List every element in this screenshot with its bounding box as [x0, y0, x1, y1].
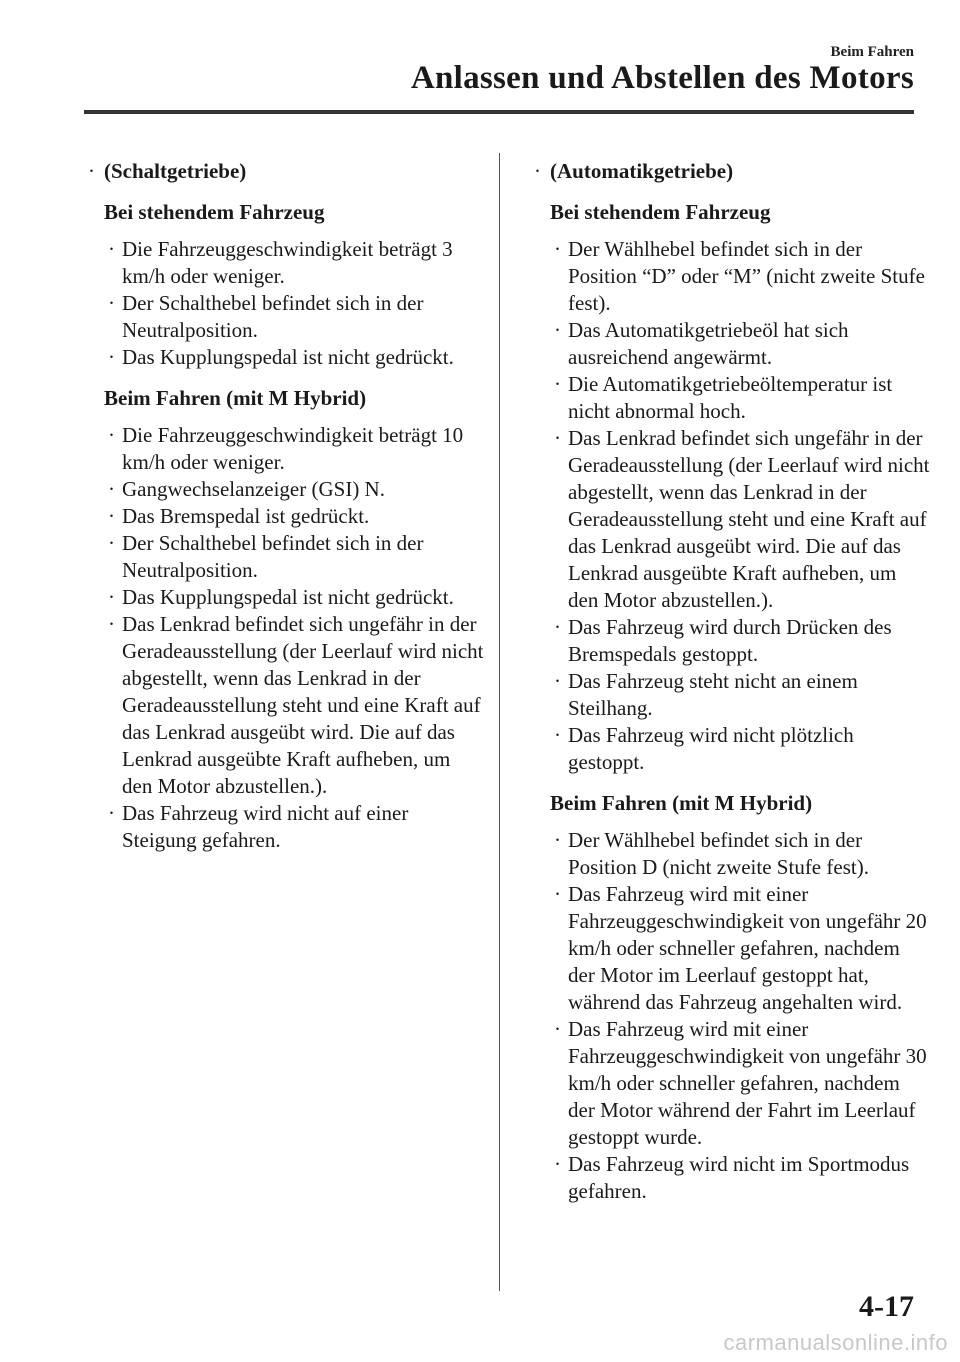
- section-label: Beim Fahren: [830, 44, 914, 60]
- bullet-icon: ·: [108, 612, 115, 636]
- subheading: Bei stehendem Fahrzeug: [104, 200, 325, 224]
- list-item: [84, 422, 484, 476]
- list-item-text: Die Automatikgetriebeöltemperatur ist nicht abnormal hoch.: [568, 372, 893, 423]
- condition-list: [530, 236, 930, 776]
- left-groups: [84, 199, 484, 854]
- condition-list: [84, 236, 484, 371]
- left-column: [84, 158, 484, 866]
- list-item: [530, 236, 930, 317]
- list-item-text: Der Wählhebel befindet sich in der Position D (nicht zweite Stufe fest).: [568, 828, 869, 879]
- right-heading: [530, 158, 930, 185]
- list-item: [530, 614, 930, 668]
- list-item: [530, 668, 930, 722]
- bullet-icon: ·: [108, 237, 115, 261]
- list-item-text: Das Fahrzeug steht nicht an einem Steilhang.: [568, 669, 858, 720]
- left-heading-text: (Schaltgetriebe): [104, 159, 247, 183]
- list-item-text: Das Fahrzeug wird durch Drücken des Bremspedals gestoppt.: [568, 615, 892, 666]
- right-heading-text: (Automatikgetriebe): [550, 159, 734, 183]
- bullet-icon: ·: [554, 669, 561, 693]
- list-item-text: Der Wählhebel befindet sich in der Position “D” oder “M” (nicht zweite Stufe fest).: [568, 237, 925, 315]
- list-item: [84, 530, 484, 584]
- list-item: [84, 584, 484, 611]
- list-item: [84, 476, 484, 503]
- bullet-icon: ·: [554, 318, 561, 342]
- bullet-icon: ·: [108, 477, 115, 501]
- bullet-icon: ·: [554, 237, 561, 261]
- left-heading: [84, 158, 484, 185]
- list-item-text: Das Lenkrad befindet sich ungefähr in der Geradeausstellung (der Leerlauf wird nicht abgestellt, wenn das Lenkrad in der Geradeausstellung steht und eine Kraft auf das Lenkrad ausgeübt wird. Die auf das Lenkrad ausgeübte Kraft aufheben, um den Motor abzustellen.).: [122, 612, 484, 798]
- list-item: [84, 290, 484, 344]
- list-item-text: Das Fahrzeug wird mit einer Fahrzeuggeschwindigkeit von ungefähr 30 km/h oder schneller gefahren, nachdem der Motor während der Fahrt im Leerlauf gestoppt wurde.: [568, 1017, 927, 1149]
- list-item-text: Das Fahrzeug wird mit einer Fahrzeuggeschwindigkeit von ungefähr 20 km/h oder schneller gefahren, nachdem der Motor im Leerlauf gestoppt hat, während das Fahrzeug angehalten wird.: [568, 882, 927, 1014]
- list-item: [530, 881, 930, 1016]
- page-title: Anlassen und Abstellen des Motors: [410, 60, 914, 96]
- bullet-icon: ·: [108, 504, 115, 528]
- bullet-icon: ·: [534, 159, 541, 183]
- list-item-text: Der Schalthebel befindet sich in der Neutralposition.: [122, 291, 424, 342]
- bullet-icon: ·: [554, 426, 561, 450]
- list-item-text: Das Fahrzeug wird nicht im Sportmodus gefahren.: [568, 1152, 910, 1203]
- list-item: [84, 800, 484, 854]
- list-item: [530, 1016, 930, 1151]
- list-item: [84, 611, 484, 800]
- bullet-icon: ·: [554, 615, 561, 639]
- bullet-icon: ·: [108, 423, 115, 447]
- condition-list: [530, 827, 930, 1205]
- bullet-icon: ·: [108, 585, 115, 609]
- list-item: [530, 425, 930, 614]
- list-item: [530, 722, 930, 776]
- list-item-text: Das Kupplungspedal ist nicht gedrückt.: [122, 345, 454, 369]
- subheading: Beim Fahren (mit M Hybrid): [550, 791, 813, 815]
- list-item-text: Das Automatikgetriebeöl hat sich ausreichend angewärmt.: [568, 318, 849, 369]
- list-item-text: Die Fahrzeuggeschwindigkeit beträgt 10 km/h oder weniger.: [122, 423, 464, 474]
- list-item: [530, 371, 930, 425]
- right-groups: [530, 199, 930, 1205]
- list-item-text: Das Kupplungspedal ist nicht gedrückt.: [122, 585, 454, 609]
- list-item-text: Das Bremspedal ist gedrückt.: [122, 504, 370, 528]
- header-rule: [84, 110, 914, 114]
- page-number: 4-17: [859, 1290, 914, 1323]
- list-item-text: Gangwechselanzeiger (GSI) N.: [122, 477, 385, 501]
- bullet-icon: ·: [108, 291, 115, 315]
- list-item-text: Das Fahrzeug wird nicht auf einer Steigung gefahren.: [122, 801, 409, 852]
- bullet-icon: ·: [554, 1017, 561, 1041]
- bullet-icon: ·: [554, 372, 561, 396]
- bullet-icon: ·: [554, 828, 561, 852]
- column-divider: [499, 153, 500, 1291]
- bullet-icon: ·: [108, 345, 115, 369]
- right-column: [530, 158, 930, 1217]
- list-item: [530, 1151, 930, 1205]
- bullet-icon: ·: [88, 159, 95, 183]
- condition-list: [84, 422, 484, 854]
- list-item-text: Der Schalthebel befindet sich in der Neutralposition.: [122, 531, 424, 582]
- bullet-icon: ·: [554, 723, 561, 747]
- list-item: [530, 317, 930, 371]
- watermark: carmanualsonline.info: [723, 1330, 948, 1355]
- list-item-text: Das Lenkrad befindet sich ungefähr in der Geradeausstellung (der Leerlauf wird nicht abgestellt, wenn das Lenkrad in der Geradeausstellung steht und eine Kraft auf das Lenkrad ausgeübt wird. Die auf das Lenkrad ausgeübte Kraft aufheben, um den Motor abzustellen.).: [568, 426, 930, 612]
- bullet-icon: ·: [554, 1152, 561, 1176]
- subheading: Bei stehendem Fahrzeug: [550, 200, 771, 224]
- list-item: [84, 344, 484, 371]
- bullet-icon: ·: [554, 882, 561, 906]
- list-item-text: Die Fahrzeuggeschwindigkeit beträgt 3 km/h oder weniger.: [122, 237, 453, 288]
- list-item: [530, 827, 930, 881]
- list-item-text: Das Fahrzeug wird nicht plötzlich gestoppt.: [568, 723, 854, 774]
- subheading: Beim Fahren (mit M Hybrid): [104, 386, 367, 410]
- bullet-icon: ·: [108, 531, 115, 555]
- list-item: [84, 503, 484, 530]
- list-item: [84, 236, 484, 290]
- bullet-icon: ·: [108, 801, 115, 825]
